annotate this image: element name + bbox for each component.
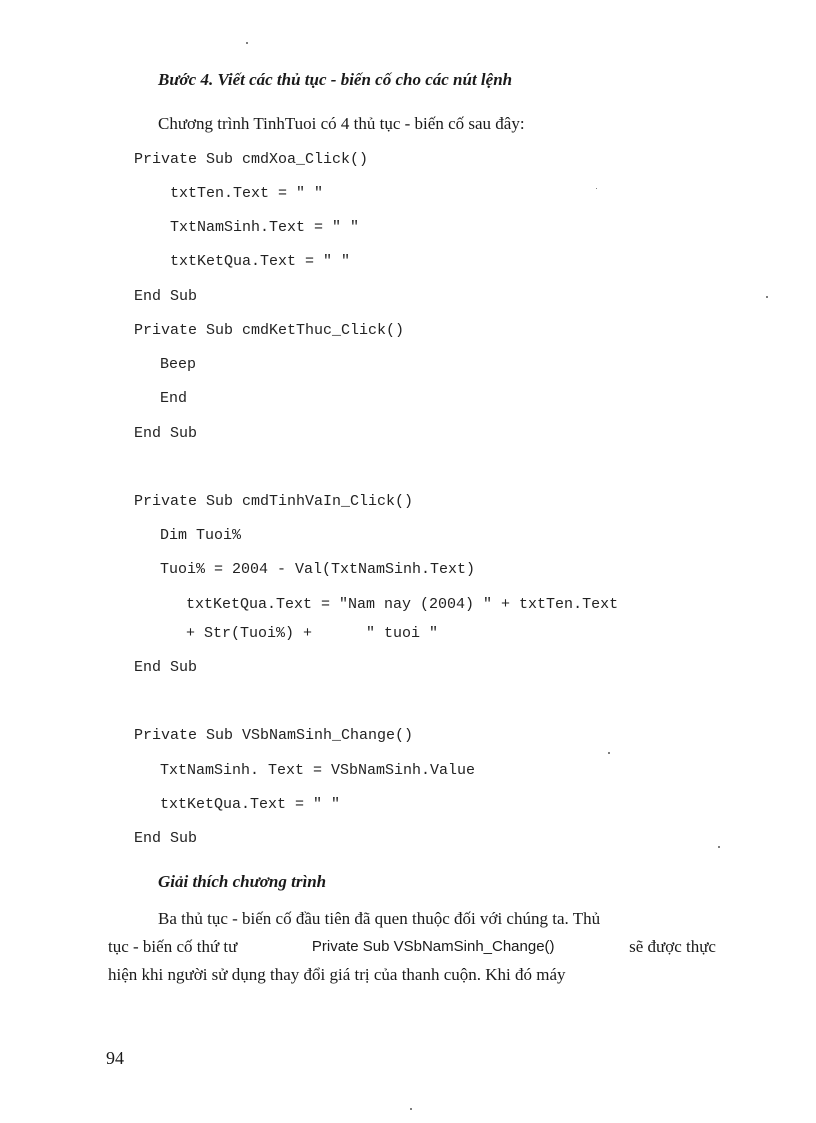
code-line: TxtNamSinh.Text = " " — [170, 219, 360, 236]
code-line: End Sub — [134, 425, 198, 442]
code-line: txtKetQua.Text = " " — [170, 253, 351, 270]
paragraph-line: hiện khi người sử dụng thay đổi giá trị của thanh cuộn. Khi đó máy — [108, 965, 566, 984]
code-line: Tuoi% = 2004 - Val(TxtNamSinh.Text) — [160, 561, 476, 578]
code-line: txtKetQua.Text = " " — [160, 796, 341, 813]
code-line: End — [160, 390, 188, 407]
scan-speck — [608, 752, 610, 754]
scan-speck — [596, 188, 597, 189]
code-line: TxtNamSinh. Text = VSbNamSinh.Value — [160, 762, 476, 779]
code-line: End Sub — [134, 288, 198, 305]
scan-speck — [246, 42, 248, 44]
code-line: + Str(Tuoi%) + " tuoi " — [186, 625, 439, 642]
scan-speck — [410, 1108, 412, 1110]
code-line: Private Sub cmdXoa_Click() — [134, 151, 369, 168]
code-line: End Sub — [134, 830, 198, 847]
code-line: Beep — [160, 356, 197, 373]
inline-code: Private Sub VSbNamSinh_Change() — [311, 938, 555, 955]
section-heading: Bước 4. Viết các thủ tục - biến cố cho các nút lệnh — [158, 70, 513, 89]
code-line: Private Sub cmdTinhVaIn_Click() — [134, 493, 414, 510]
code-line: txtTen.Text = " " — [170, 185, 324, 202]
code-line: Private Sub cmdKetThuc_Click() — [134, 322, 405, 339]
intro-text: Chương trình TinhTuoi có 4 thủ tục - biến cố sau đây: — [158, 114, 525, 133]
paragraph-line: Ba thủ tục - biến cố đầu tiên đã quen thuộc đối với chúng ta. Thủ — [158, 909, 601, 928]
paragraph-text: tục - biến cố thứ tư — [108, 937, 238, 956]
page-number: 94 — [106, 1048, 124, 1068]
scan-speck — [766, 296, 768, 298]
code-line: End Sub — [134, 659, 198, 676]
explanation-paragraph-line2 — [108, 937, 716, 957]
paragraph-text: sẽ được thực — [629, 937, 716, 956]
code-line: txtKetQua.Text = "Nam nay (2004) " + txtTen.Text — [186, 596, 619, 613]
explanation-paragraph-line3 — [108, 965, 716, 985]
scan-speck — [718, 846, 720, 848]
code-line: Dim Tuoi% — [160, 527, 242, 544]
explanation-paragraph — [108, 909, 716, 929]
subheading: Giải thích chương trình — [158, 872, 327, 891]
code-line: Private Sub VSbNamSinh_Change() — [134, 727, 414, 744]
